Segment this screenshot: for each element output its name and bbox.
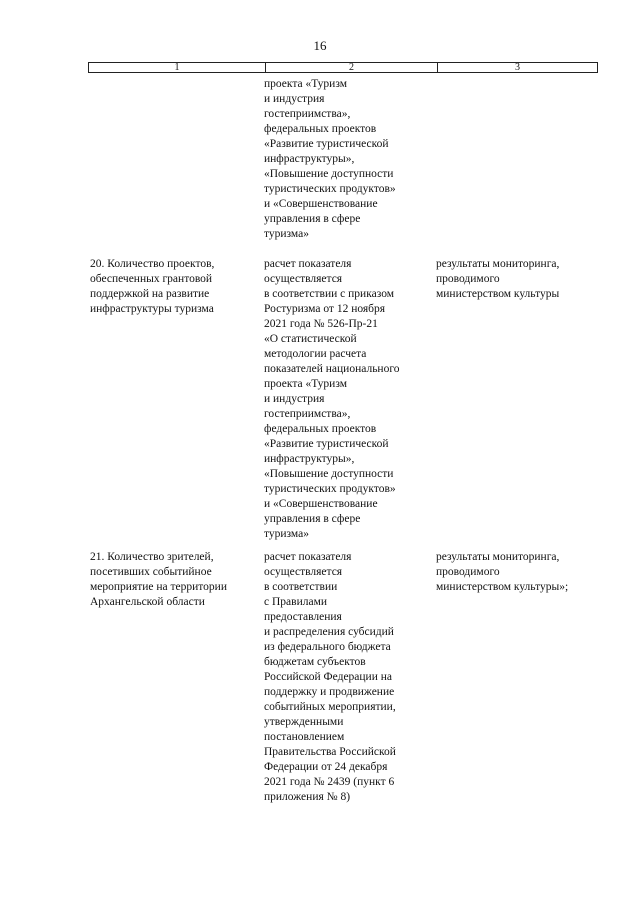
row-20-indicator: 20. Количество проектов, обеспеченных грантовой поддержкой на развитие инфраструктуры туризма — [90, 258, 215, 315]
row-20-method: расчет показателя осуществляется в соответствии с приказом Ростуризма от 12 ноября 2021 года № 526-Пр-21 «О статистической методологии расчета показателей национального проекта «Туризм и индустрия гостеприимства», федеральных проектов «Развитие туристической инфраструктуры», «Повышение доступности туристических продуктов» и «Совершенствование управления в сфере туризма» — [264, 258, 400, 540]
table-header-row — [88, 62, 598, 73]
row-21-indicator: 21. Количество зрителей, посетивших событийное мероприятие на территории Архангельской области — [90, 551, 227, 608]
continued-method-text: проекта «Туризм и индустрия гостеприимства», федеральных проектов «Развитие туристической инфраструктуры», «Повышение доступности туристических продуктов» и «Совершенствование управления в сфере туризма» — [264, 78, 396, 240]
table-header-col-3: 3 — [515, 62, 520, 73]
row-21-method: расчет показателя осуществляется в соответствии с Правилами предоставления и распределения субсидий из федерального бюджета бюджетам субъектов Российской Федерации на поддержку и продвижение событийных мероприятии, утвержденными постановлением Правительства Российской Федерации от 24 декабря 2021 года № 2439 (пункт 6 приложения № 8) — [264, 551, 396, 803]
row-21-source: результаты мониторинга, проводимого министерством культуры»; — [436, 551, 569, 593]
table-header-col-2: 2 — [266, 63, 438, 72]
row-20-source: результаты мониторинга, проводимого министерством культуры — [436, 258, 560, 300]
table-header-col-1: 1 — [89, 63, 266, 72]
page-number: 16 — [313, 38, 327, 53]
